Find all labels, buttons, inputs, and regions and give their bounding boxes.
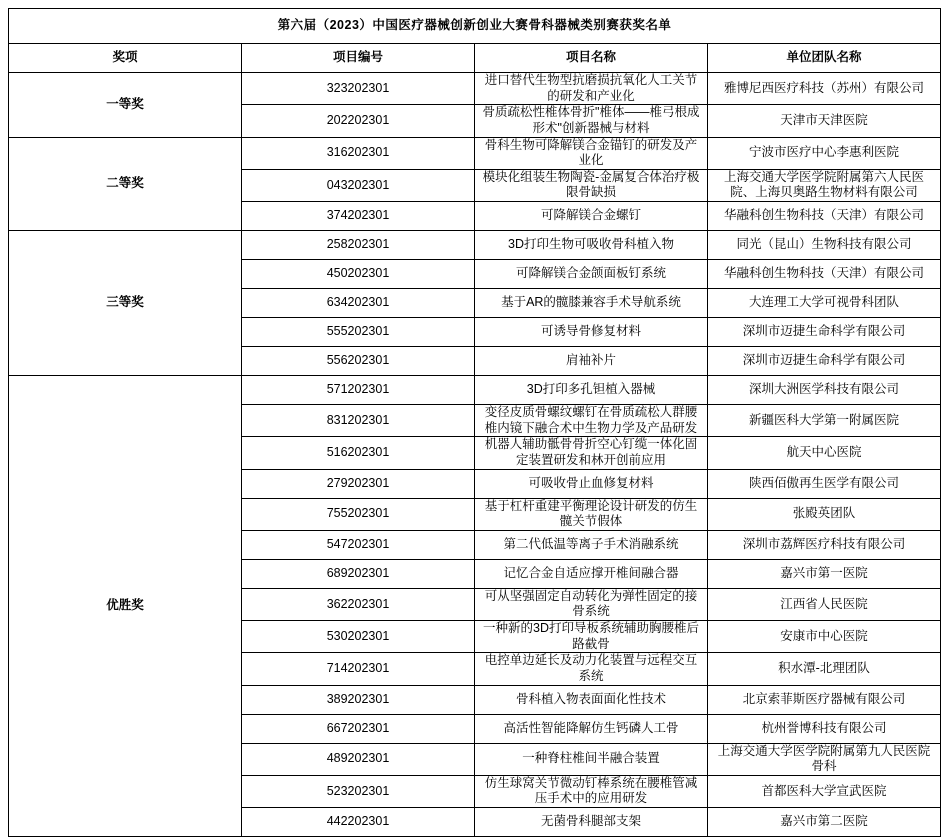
prize-group-label: 三等奖	[9, 231, 242, 376]
project-code: 374202301	[242, 202, 475, 231]
organization-name: 同光（昆山）生物科技有限公司	[708, 231, 941, 260]
organization-name: 嘉兴市第二医院	[708, 808, 941, 837]
table-row	[9, 231, 941, 260]
project-name: 一种新的3D打印导板系统辅助胸腰椎后路截骨	[475, 621, 708, 653]
project-name: 肩袖补片	[475, 347, 708, 376]
project-name: 高活性智能降解仿生钙磷人工骨	[475, 714, 708, 743]
project-code: 530202301	[242, 621, 475, 653]
organization-name: 陕西佰傲再生医学有限公司	[708, 469, 941, 498]
project-name: 记忆合金自适应撑开椎间融合器	[475, 559, 708, 588]
project-name: 电控单边延长及动力化装置与远程交互系统	[475, 653, 708, 685]
project-code: 714202301	[242, 653, 475, 685]
organization-name: 华融科创生物科技（天津）有限公司	[708, 202, 941, 231]
project-code: 362202301	[242, 588, 475, 620]
project-name: 可降解镁合金螺钉	[475, 202, 708, 231]
organization-name: 深圳市迈捷生命科学有限公司	[708, 318, 941, 347]
project-code: 667202301	[242, 714, 475, 743]
organization-name: 深圳市荔辉医疗科技有限公司	[708, 530, 941, 559]
project-name: 无菌骨科腿部支架	[475, 808, 708, 837]
project-code: 516202301	[242, 437, 475, 469]
organization-name: 深圳市迈捷生命科学有限公司	[708, 347, 941, 376]
column-header-code: 项目编号	[242, 44, 475, 73]
column-header-project: 项目名称	[475, 44, 708, 73]
project-code: 389202301	[242, 685, 475, 714]
project-name: 可吸收骨止血修复材料	[475, 469, 708, 498]
project-name: 仿生球窝关节微动钉棒系统在腰椎管减压手术中的应用研发	[475, 775, 708, 807]
table-row	[9, 73, 941, 105]
project-name: 3D打印生物可吸收骨科植入物	[475, 231, 708, 260]
project-code: 323202301	[242, 73, 475, 105]
project-name: 可诱导骨修复材料	[475, 318, 708, 347]
project-code: 556202301	[242, 347, 475, 376]
project-name: 第二代低温等离子手术消融系统	[475, 530, 708, 559]
organization-name: 江西省人民医院	[708, 588, 941, 620]
organization-name: 上海交通大学医学院附属第六人民医院、上海贝奥路生物材料有限公司	[708, 169, 941, 201]
prize-group-label: 优胜奖	[9, 376, 242, 837]
project-name: 骨科植入物表面面化性技术	[475, 685, 708, 714]
project-code: 442202301	[242, 808, 475, 837]
project-code: 755202301	[242, 498, 475, 530]
project-name: 一种脊柱椎间半融合装置	[475, 743, 708, 775]
table-title-row	[9, 9, 941, 44]
organization-name: 积水潭-北理团队	[708, 653, 941, 685]
organization-name: 张殿英团队	[708, 498, 941, 530]
organization-name: 安康市中心医院	[708, 621, 941, 653]
table-row	[9, 376, 941, 405]
project-code: 489202301	[242, 743, 475, 775]
project-code: 634202301	[242, 289, 475, 318]
project-name: 3D打印多孔钽植入器械	[475, 376, 708, 405]
organization-name: 新疆医科大学第一附属医院	[708, 405, 941, 437]
project-name: 骨科生物可降解镁合金锚钉的研发及产业化	[475, 137, 708, 169]
project-code: 258202301	[242, 231, 475, 260]
project-code: 571202301	[242, 376, 475, 405]
organization-name: 宁波市医疗中心李惠利医院	[708, 137, 941, 169]
project-code: 689202301	[242, 559, 475, 588]
project-name: 可降解镁合金颌面板钉系统	[475, 260, 708, 289]
project-name: 基于杠杆重建平衡理论设计研发的仿生髋关节假体	[475, 498, 708, 530]
project-name: 基于AR的髋膝兼容手术导航系统	[475, 289, 708, 318]
project-code: 043202301	[242, 169, 475, 201]
organization-name: 杭州誉博科技有限公司	[708, 714, 941, 743]
project-name: 变径皮质骨螺纹螺钉在骨质疏松人群腰椎内镜下融合术中生物力学及产品研发	[475, 405, 708, 437]
organization-name: 大连理工大学可视骨科团队	[708, 289, 941, 318]
project-name: 模块化组装生物陶瓷-金属复合体治疗极限骨缺损	[475, 169, 708, 201]
page-title: 第六届（2023）中国医疗器械创新创业大赛骨科器械类别赛获奖名单	[9, 9, 941, 44]
project-code: 450202301	[242, 260, 475, 289]
table-header-row	[9, 44, 941, 73]
award-list-table	[8, 8, 941, 837]
project-code: 202202301	[242, 105, 475, 137]
organization-name: 嘉兴市第一医院	[708, 559, 941, 588]
project-code: 279202301	[242, 469, 475, 498]
project-code: 316202301	[242, 137, 475, 169]
organization-name: 上海交通大学医学院附属第九人民医院骨科	[708, 743, 941, 775]
organization-name: 雅博尼西医疗科技（苏州）有限公司	[708, 73, 941, 105]
organization-name: 华融科创生物科技（天津）有限公司	[708, 260, 941, 289]
project-code: 831202301	[242, 405, 475, 437]
organization-name: 深圳大洲医学科技有限公司	[708, 376, 941, 405]
organization-name: 首都医科大学宣武医院	[708, 775, 941, 807]
project-code: 547202301	[242, 530, 475, 559]
project-name: 进口替代生物型抗磨损抗氧化人工关节的研发和产业化	[475, 73, 708, 105]
organization-name: 天津市天津医院	[708, 105, 941, 137]
prize-group-label: 二等奖	[9, 137, 242, 231]
organization-name: 北京索菲斯医疗器械有限公司	[708, 685, 941, 714]
column-header-prize: 奖项	[9, 44, 242, 73]
column-header-org: 单位团队名称	[708, 44, 941, 73]
project-name: 机器人辅助骶骨骨折空心钉缆一体化固定装置研发和林开创前应用	[475, 437, 708, 469]
table-row	[9, 137, 941, 169]
project-name: 骨质疏松性椎体骨折"椎体——椎弓根成形术"创新器械与材料	[475, 105, 708, 137]
project-code: 555202301	[242, 318, 475, 347]
prize-group-label: 一等奖	[9, 73, 242, 138]
organization-name: 航天中心医院	[708, 437, 941, 469]
project-name: 可从坚强固定自动转化为弹性固定的接骨系统	[475, 588, 708, 620]
project-code: 523202301	[242, 775, 475, 807]
